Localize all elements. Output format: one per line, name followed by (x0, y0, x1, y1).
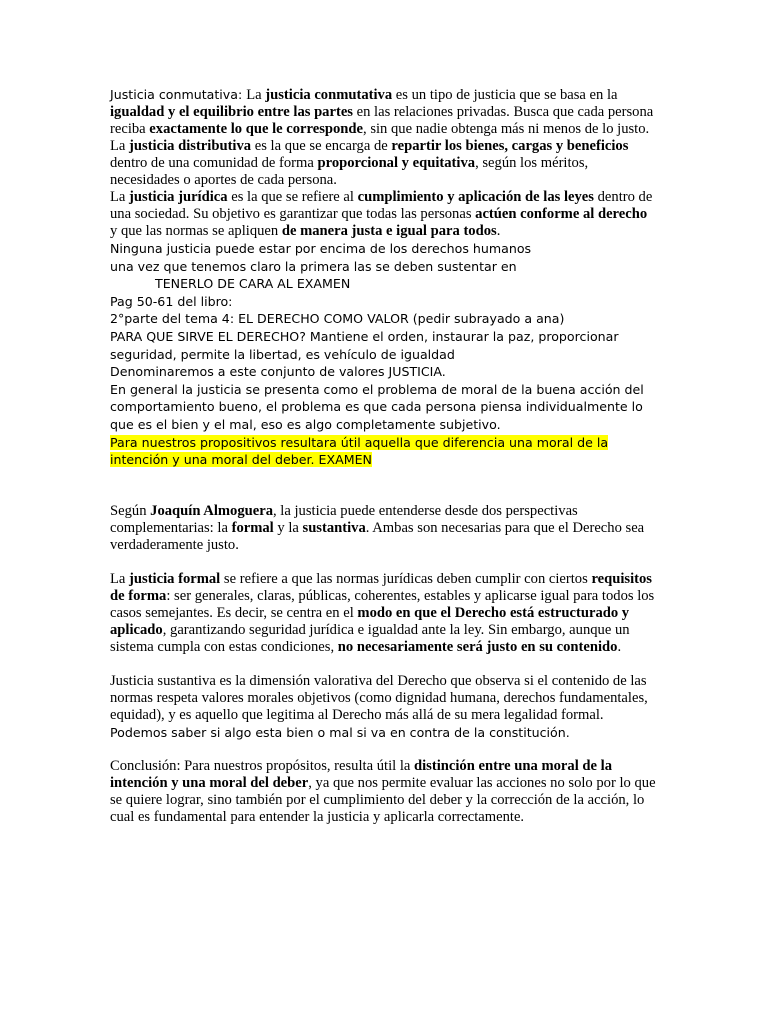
bold-text: repartir los bienes, cargas y beneficios (391, 138, 629, 154)
text-run: La (246, 87, 266, 103)
bold-text: justicia formal (129, 570, 221, 587)
bold-text: cumplimiento y aplicación de las leyes (357, 189, 594, 205)
text-run: , la justicia puede entenderse desde dos perspectivas complementarias: la (110, 502, 578, 536)
bold-text: justicia distributiva (129, 138, 252, 154)
bold-text: proporcional y equitativa (317, 155, 476, 171)
paragraph (110, 240, 658, 258)
paragraph-spacer (110, 469, 658, 503)
bold-text: modo en que el Derecho está estructurado y aplicado (110, 604, 630, 638)
text-run: Conclusión: Para nuestros propósitos, resulta útil la (110, 758, 415, 775)
document-page (110, 86, 658, 826)
text-run: es la que se encarga de (251, 138, 392, 154)
text-run: , ya que nos permite evaluar las acciones no solo por lo que se quiere lograr, sino también por el cumplimiento del deber y la corrección de la acción, lo cual es fundamental para entender la justicia y aplicarla correctamente. (110, 775, 656, 826)
paragraph (110, 571, 658, 656)
text-run: Denominaremos a este conjunto de valores JUSTICIA. (110, 364, 446, 380)
paragraph (110, 434, 658, 469)
text-run: En general la justicia se presenta como el problema de moral de la buena acción del comportamiento bueno, el problema es que cada persona piensa individualmente lo que es el bien y el mal, eso es algo completamente subjetivo. (110, 381, 644, 432)
text-run: Pag 50-61 del libro: (110, 293, 233, 309)
text-run: . Ambas son necesarias para que el Derecho sea verdaderamente justo. (110, 519, 645, 553)
text-run: es la que se refiere al (227, 189, 358, 205)
text-run: , según los méritos, necesidades o aportes de cada persona. (110, 155, 589, 188)
paragraph (110, 724, 658, 742)
bold-text: justicia jurídica (129, 189, 228, 205)
text-run: TENERLO DE CARA AL EXAMEN (155, 276, 351, 292)
paragraph-spacer (110, 554, 658, 571)
text-run: : ser generales, claras, públicas, coherentes, estables y aplicarse igual para todos los casos semejantes. Es decir, se centra en el (110, 587, 655, 621)
text-run: Podemos saber si algo esta bien o mal si va en contra de la constitución. (110, 724, 570, 740)
paragraph (110, 138, 658, 189)
bold-text: requisitos de forma (110, 570, 652, 604)
paragraph (110, 673, 658, 724)
bold-text: justicia conmutativa (265, 87, 393, 103)
text-run: y que las normas se apliquen (110, 223, 282, 239)
paragraph (110, 328, 658, 363)
paragraph (110, 310, 658, 328)
text-run: Según (110, 502, 151, 519)
bold-text: actúen conforme al derecho (475, 206, 648, 222)
bold-text: distinción entre una moral de la intención y una moral del deber (110, 758, 612, 792)
text-run: Justicia sustantiva es la dimensión valorativa del Derecho que observa si el contenido de las normas respeta valores morales objetivos (como dignidad humana, derechos fundamentales, equidad), y es aquello que legitima al Derecho más allá de su mera legalidad formal. (110, 672, 648, 723)
paragraph (110, 363, 658, 381)
text-run: , sin que nadie obtenga más ni menos de lo justo. (363, 121, 650, 137)
paragraph (110, 275, 658, 293)
paragraph-spacer (110, 656, 658, 673)
bold-text: formal (231, 519, 274, 536)
text-run: . (496, 223, 501, 239)
paragraph (110, 293, 658, 311)
paragraph (110, 758, 658, 826)
text-run: dentro de una comunidad de forma (110, 155, 318, 171)
text-run: es un tipo de justicia que se basa en la (392, 87, 618, 103)
text-run: La (110, 138, 130, 154)
text-run: La (110, 189, 130, 205)
text-run: se refiere a que las normas jurídicas deben cumplir con ciertos (220, 570, 592, 587)
paragraph (110, 381, 658, 434)
text-run: y la (273, 519, 303, 536)
text-run: PARA QUE SIRVE EL DERECHO? Mantiene el orden, instaurar la paz, proporcionar seguridad, permite la libertad, es vehículo de igualdad (110, 328, 619, 362)
bold-text: no necesariamente será justo en su contenido (337, 638, 618, 655)
text-run: , garantizando seguridad jurídica e igualdad ante la ley. Sin embargo, aunque un sistema cumpla con estas condiciones, (110, 621, 630, 655)
paragraph-spacer (110, 741, 658, 758)
text-run: una vez que tenemos claro la primera las se deben sustentar en (110, 258, 517, 274)
paragraph (110, 258, 658, 276)
bold-text: exactamente lo que le corresponde (149, 121, 364, 137)
paragraph (110, 503, 658, 554)
paragraph (110, 86, 658, 138)
text-run: La (110, 570, 130, 587)
highlighted-text: Para nuestros propositivos resultara útil aquella que diferencia una moral de la intención y una moral del deber. EXAMEN (110, 434, 609, 468)
bold-text: de manera justa e igual para todos (281, 223, 497, 239)
text-run: . (617, 638, 622, 655)
bold-text: sustantiva (302, 519, 366, 536)
bold-text: Joaquín Almoguera (150, 502, 273, 519)
paragraph (110, 189, 658, 240)
text-run: 2°parte del tema 4: EL DERECHO COMO VALOR (pedir subrayado a ana) (110, 311, 565, 327)
text-run: Ninguna justicia puede estar por encima de los derechos humanos (110, 241, 532, 256)
text-run: en las relaciones privadas. Busca que cada persona reciba (110, 104, 654, 137)
text-run: dentro de una sociedad. Su objetivo es garantizar que todas las personas (110, 189, 653, 222)
text-run: Justicia conmutativa: (110, 87, 247, 102)
bold-text: igualdad y el equilibrio entre las partes (110, 104, 353, 120)
